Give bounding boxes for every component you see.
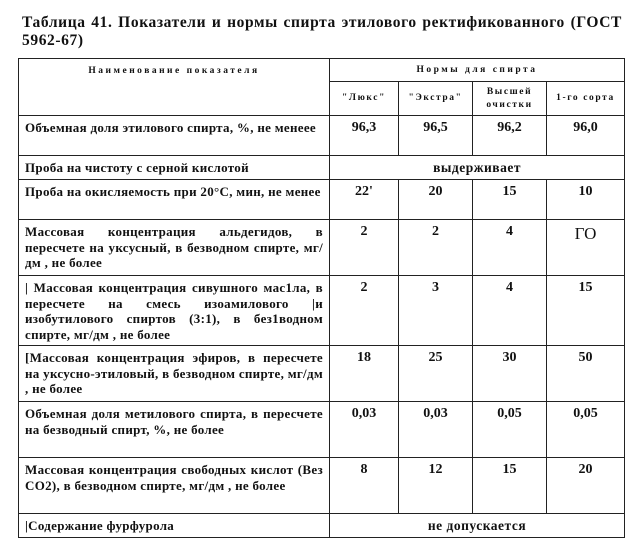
cell-value: 15 [473,180,547,220]
cell-value: 0,05 [547,402,625,458]
row-label: Проба на чистоту с серной кислотой [19,156,330,180]
row-label: [Массовая концентрация эфиров, в пересчете на уксусно-этиловый, в безводном спирте, мг/дм , не более [19,346,330,402]
cell-value: 12 [399,458,473,514]
table-row [19,156,625,180]
table-caption: Таблица 41. Показатели и нормы спирта этилового ректификованного (ГОСТ 5962-67) [22,14,622,49]
cell-value: 0,03 [330,402,399,458]
cell-value: 96,5 [399,116,473,156]
cell-value: 4 [473,220,547,276]
table-row [19,180,625,220]
row-label: | Массовая концентрация сивушного мас1ла, в пересчете на смесь изоамилового |и изобутилового спиртов (3:1), в без1водном спирте, мг/дм , не более [19,276,330,346]
cell-value: 2 [399,220,473,276]
cell-value-merged: не допускается [330,514,625,538]
row-label: |Содержание фурфурола [19,514,330,538]
cell-value: 0,05 [473,402,547,458]
table-row [19,402,625,458]
cell-value: 22' [330,180,399,220]
row-label: Массовая концентрация альдегидов, в пересчете на уксусный, в безводном спирте, мг/дм , не более [19,220,330,276]
header-first-grade: 1-го сорта [547,82,625,116]
cell-value: ГО [547,220,625,276]
cell-value: 3 [399,276,473,346]
table-row [19,346,625,402]
cell-value: 96,0 [547,116,625,156]
header-indicator-name: Наименование показателя [19,59,330,116]
cell-value: 8 [330,458,399,514]
cell-value: 96,2 [473,116,547,156]
table-row [19,458,625,514]
row-label: Объемная доля этилового спирта, %, не менеее [19,116,330,156]
cell-value: 96,3 [330,116,399,156]
table-row [19,514,625,538]
row-label: Объемная доля метилового спирта, в пересчете на безводный спирт, %, не более [19,402,330,458]
cell-value-merged: выдерживает [330,156,625,180]
cell-value: 50 [547,346,625,402]
cell-value: 2 [330,276,399,346]
header-norms-group: Нормы для спирта [330,59,625,82]
table-row [19,220,625,276]
table-row [19,276,625,346]
cell-value: 10 [547,180,625,220]
cell-value: 0,03 [399,402,473,458]
row-label: Массовая концентрация свободных кислот (Вез СО2), в безводном спирте, мг/дм , не более [19,458,330,514]
row-label: Проба на окисляемость при 20°С, мин, не менее [19,180,330,220]
cell-value: 18 [330,346,399,402]
cell-value: 25 [399,346,473,402]
header-lux: "Люкс" [330,82,399,116]
cell-value: 2 [330,220,399,276]
cell-value: 20 [547,458,625,514]
cell-value: 20 [399,180,473,220]
cell-value: 15 [547,276,625,346]
header-extra: "Экстра" [399,82,473,116]
spirit-norms-table [18,58,625,538]
header-highest-purity: Высшей очистки [473,82,547,116]
cell-value: 4 [473,276,547,346]
cell-value: 30 [473,346,547,402]
table-row [19,116,625,156]
cell-value: 15 [473,458,547,514]
